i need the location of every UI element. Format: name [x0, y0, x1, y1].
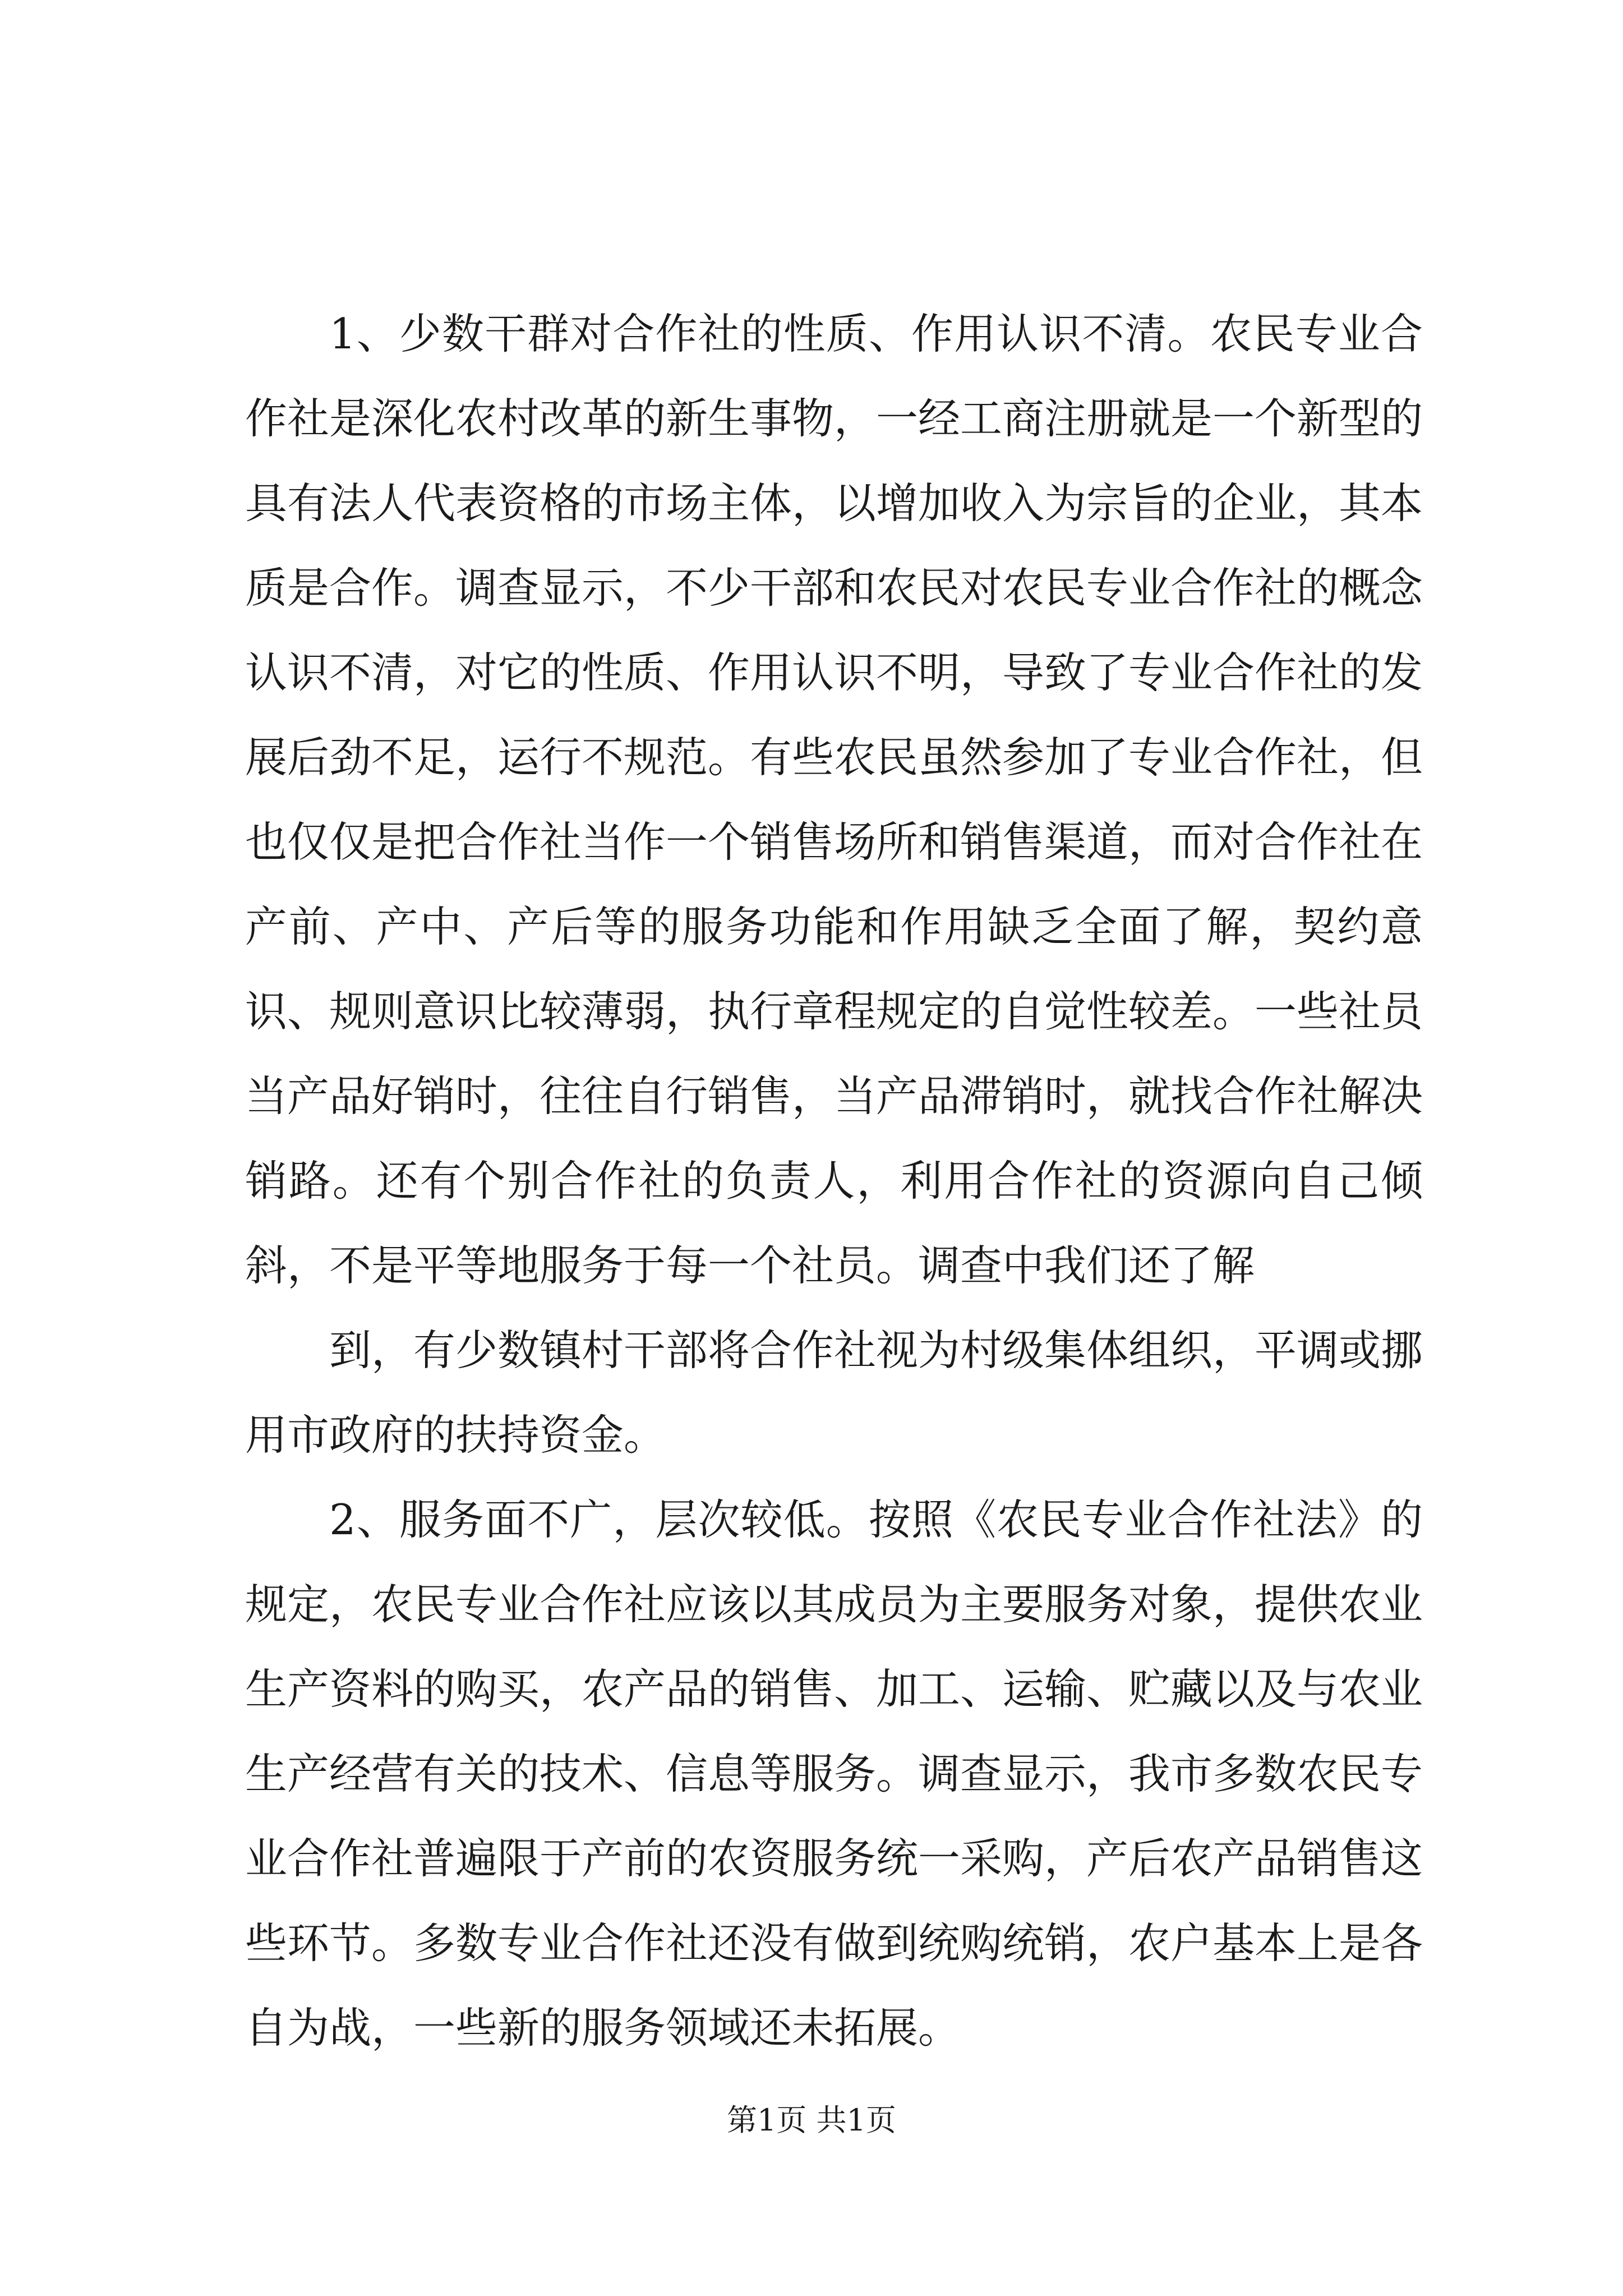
paragraph-3: 2、服务面不广，层次较低。按照《农民专业合作社法》的规定，农民专业合作社应该以其成员为主要服务对象，提供农业生产资料的购买，农产品的销售、加工、运输、贮藏以及与农业生产经营有关的技术、信息等服务。调查显示，我市多数农民专业合作社普遍限于产前的农资服务统一采购，产后农产品销售这些环节。多数专业合作社还没有做到统购统销，农户基本上是各自为战，一些新的服务领域还未拓展。: [245, 1495, 1423, 2053]
paragraph-1: 1、少数干群对合作社的性质、作用认识不清。农民专业合作社是深化农村改革的新生事物，一经工商注册就是一个新型的具有法人代表资格的市场主体，以增加收入为宗旨的企业，其本质是合作。调查显示，不少干部和农民对农民专业合作社的概念认识不清，对它的性质、作用认识不明，导致了专业合作社的发展后劲不足，运行不规范。有些农民虽然参加了专业合作社，但也仅仅是把合作社当作一个销售场所和销售渠道，而对合作社在产前、产中、产后等的服务功能和作用缺乏全面了解，契约意识、规则意识比较薄弱，执行章程规定的自觉性较差。一些社员当产品好销时，往往自行销售，当产品滞销时，就找合作社解决销路。还有个别合作社的负责人，利用合作社的资源向自己倾斜，不是平等地服务于每一个社员。调查中我们还了解: [245, 309, 1423, 1290]
document-body: [245, 292, 1423, 2070]
paragraph-2: 到，有少数镇村干部将合作社视为村级集体组织，平调或挪用市政府的扶持资金。: [245, 1326, 1423, 1460]
page-footer: 第1页 共1页: [727, 2102, 896, 2138]
